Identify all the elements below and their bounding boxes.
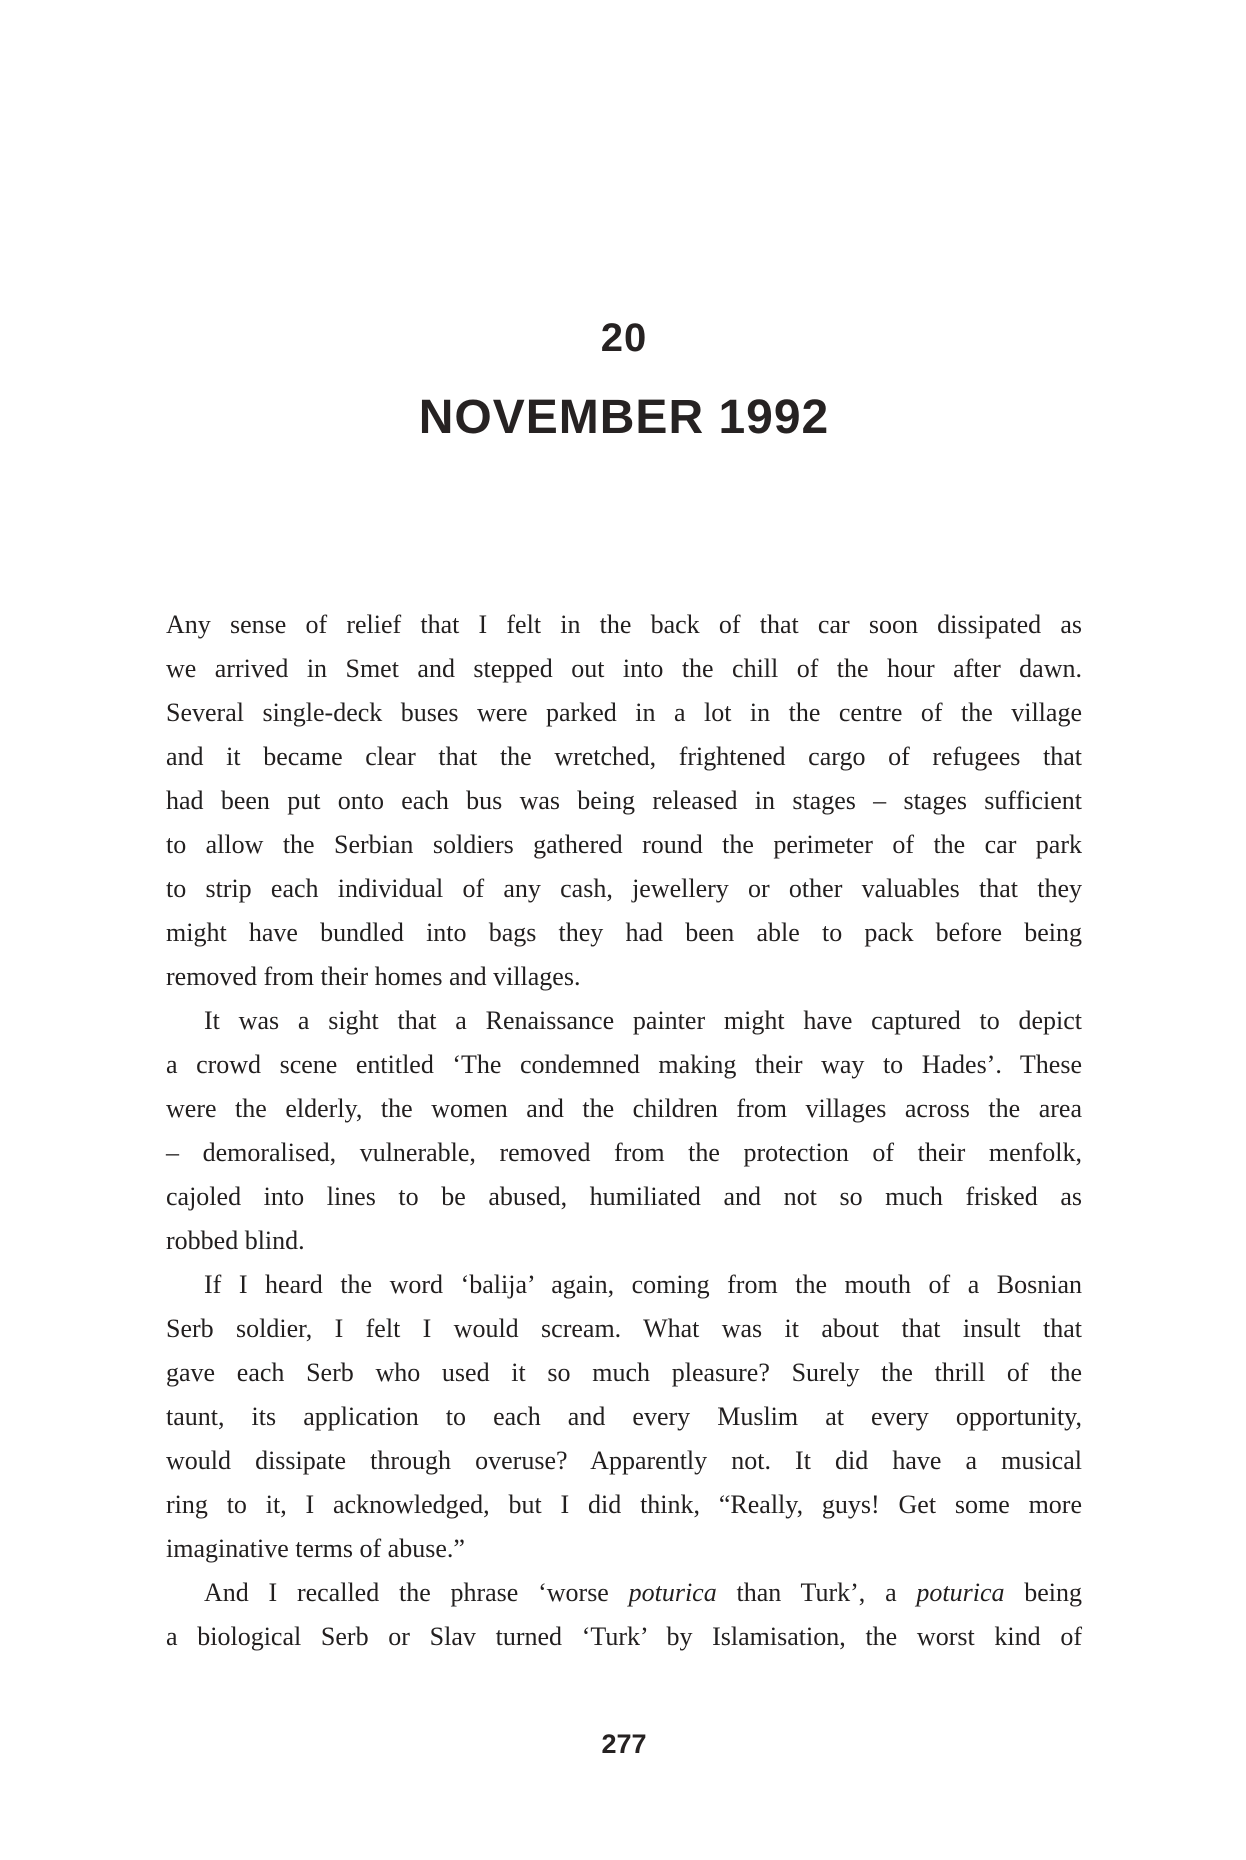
text-line: cajoled into lines to be abused, humiliated and not so much frisked as — [166, 1182, 1082, 1211]
paragraph — [166, 603, 1082, 999]
page-number: 277 — [601, 1729, 647, 1759]
paragraph — [166, 1263, 1082, 1571]
text-line: Any sense of relief that I felt in the back of that car soon dissipated as — [166, 610, 1082, 639]
text-line: a biological Serb or Slav turned ‘Turk’ by Islamisation, the worst kind of — [166, 1622, 1082, 1651]
text-line: And I recalled the phrase ‘worse poturica than Turk’, a poturica being — [204, 1578, 1083, 1607]
chapter-number: 20 — [600, 316, 648, 360]
text-line: taunt, its application to each and every Muslim at every opportunity, — [166, 1402, 1082, 1431]
text-line: had been put onto each bus was being released in stages – stages sufficient — [166, 786, 1082, 815]
text-line: might have bundled into bags they had been able to pack before being — [166, 918, 1082, 947]
text-line: Serb soldier, I felt I would scream. What was it about that insult that — [166, 1314, 1082, 1343]
text-line: to allow the Serbian soldiers gathered round the perimeter of the car park — [166, 830, 1082, 859]
text-line: to strip each individual of any cash, jewellery or other valuables that they — [166, 874, 1082, 903]
text-line: It was a sight that a Renaissance painter might have captured to depict — [204, 1006, 1082, 1035]
paragraph — [166, 999, 1082, 1263]
text-line: would dissipate through overuse? Apparently not. It did have a musical — [166, 1446, 1082, 1475]
text-line: we arrived in Smet and stepped out into the chill of the hour after dawn. — [166, 654, 1082, 683]
text-line: If I heard the word ‘balija’ again, coming from the mouth of a Bosnian — [204, 1270, 1082, 1299]
text-line: removed from their homes and villages. — [166, 962, 581, 991]
text-line: robbed blind. — [166, 1226, 305, 1255]
text-line: were the elderly, the women and the children from villages across the area — [166, 1094, 1082, 1123]
text-line: ring to it, I acknowledged, but I did think, “Really, guys! Get some more — [166, 1490, 1082, 1519]
text-line: imaginative terms of abuse.” — [166, 1534, 465, 1563]
text-line: and it became clear that the wretched, frightened cargo of refugees that — [166, 742, 1082, 771]
text-line: gave each Serb who used it so much pleasure? Surely the thrill of the — [166, 1358, 1082, 1387]
text-line: a crowd scene entitled ‘The condemned making their way to Hades’. These — [166, 1050, 1082, 1079]
paragraph — [166, 1571, 1082, 1659]
chapter-title: NOVEMBER 1992 — [418, 391, 830, 444]
body-text — [166, 603, 1082, 1659]
text-line: Several single-deck buses were parked in a lot in the centre of the village — [166, 698, 1082, 727]
text-line: – demoralised, vulnerable, removed from the protection of their menfolk, — [166, 1138, 1082, 1167]
